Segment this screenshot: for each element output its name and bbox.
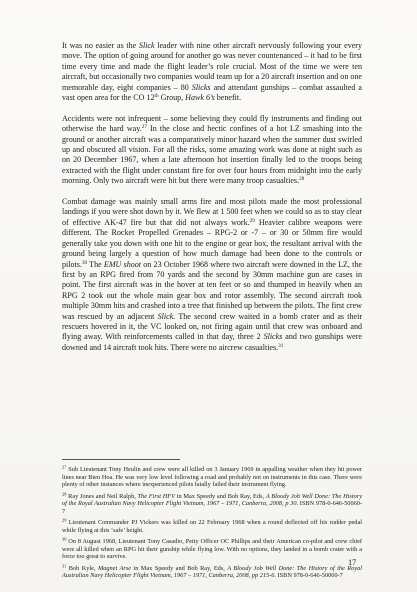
footnotes (62, 466, 362, 584)
text-run: ISBN 978-0-646-50060-7 (62, 500, 362, 515)
footnote-ref: 30 (62, 536, 67, 542)
paragraph (62, 41, 362, 103)
page-number: 17 (348, 558, 357, 567)
italic-text: Hawk 6’s (185, 93, 215, 103)
text-run: On 8 August 1968, Lieutenant Tony Casadio, Petty Officer OC Phillips and their American co-pilot and crew chief were all killed when an RPG hit their gunship while flying low. With no options, they landed in a bomb crater with a force too great to survive. (62, 538, 362, 561)
footnote-ref: 27 (141, 124, 147, 131)
text-run: It was no easier as the (62, 41, 139, 50)
footnote-ref: 28 (299, 176, 305, 183)
text-run: The (87, 259, 104, 269)
italic-text: shoot (123, 259, 142, 269)
footnote (62, 466, 362, 489)
italic-text: EMU (103, 259, 122, 269)
footnote (62, 538, 362, 561)
text-run: benefit. (214, 93, 242, 103)
italic-text: Slicks (191, 82, 211, 92)
footnote (62, 493, 362, 516)
text-run: The second crew waited in a bomb crater and as their rescuers hovered in it, the VC looked on, not firing again until that crew was onboard and flying away. With reinforcements called in that day, three 2 (62, 311, 362, 342)
italic-text: A Bloody Job Well Done: The History of the Royal Australian Navy Helicopter Flight Vietnam, 1967 – 1971, Canberra, 2008, p 30. (62, 492, 362, 508)
footnote-ref: 27 (62, 464, 67, 470)
text-run: Ray Jones and Neil Ralph, (66, 492, 138, 500)
footnote (62, 519, 362, 534)
body-text (62, 41, 362, 353)
text-run: in Max Speedy and Bob Ray, Eds, (131, 564, 228, 572)
footnote-ref: 31 (278, 342, 284, 349)
italic-text: Slick. (157, 311, 176, 321)
footnote-ref: 29 (62, 517, 67, 523)
footnote-separator (62, 459, 180, 460)
paragraph (62, 197, 362, 353)
italic-text: The First HFV (137, 492, 175, 500)
text-run: and attendant gunships – combat assaulted a vast open area for the CO 12 (62, 82, 362, 103)
text-run: In the close and hectic confines of a hot LZ smashing into the ground or another aircraft was a comparatively minor hazard when the summer dust swirled up and obscured all vision. For all the risks, some amazing work was done at night such as on 20 December 1967, when a late afternoon hot insertion finally led to the troops being extracted with the flight under constant fire for over four hours from midnight into the early morning. Only two aircraft were hit but there were many troop casualties. (62, 124, 363, 186)
text-run: Bob Kyle, (66, 564, 98, 572)
text-run: on 23 October 1968 where two aircraft were downed in the LZ, the first by an RPG fired from 70 yards and the second by 30mm machine gun are cases in point. The first aircraft was in the hover at ten feet or so and thumped in heavily when an RPG 2 took out the whole main gear box and rotor assembly. The second aircraft took multiple 30mm hits and crashed into a tree that finished up between the pilots. The first crew was rescued by an adjacent (62, 259, 362, 321)
footnote-ref: 29 (249, 217, 255, 224)
text-run: ISBN 978-0-646-50060-7 (275, 572, 343, 580)
italic-text: Slicks (263, 332, 283, 342)
text-run: and two gunships were downed and 14 aircraft took hits. There were no aircrew casualties. (62, 332, 362, 352)
footnote-ref: th (154, 93, 159, 100)
footnote-ref: 28 (62, 491, 67, 497)
italic-text: Slick (138, 41, 155, 50)
footnote-ref: 30 (81, 259, 88, 266)
text-run: Accidents were not infrequent – some believing they could fly instruments and finding out otherwise the hard way. (62, 113, 362, 134)
paragraph (62, 114, 362, 187)
footnote-ref: 31 (62, 563, 67, 569)
italic-text: Magnet Arse (97, 564, 132, 572)
italic-text: A Bloody Job Well Done: The History of the Royal Australian Navy Helicopter Flight Vietnam, 1967 – 1971, Canberra, 2008, pp 215-6. (62, 564, 362, 580)
text-run: Sub Lieutenant Tony Heulin and crew were all killed on 3 January 1969 in appalling weather when they hit power lines near Bien Hoa. He was very low level following a road and probably not on instruments in this case. There were plenty of other instances where inexperienced pilots fatally failed their instrument flying. (62, 466, 362, 489)
text-run: Heavier calibre weapons were different. The Rocket Propelled Grenades – RPG-2 or -7 – or 30 or 50mm fire would generally take you down with one hit to the engine or gear box, the resultant arrival with the ground being largely a question of how much damage had been done to the controls or pilots. (62, 217, 362, 269)
text-run: leader with nine other aircraft nervously following your every move. The option of going around for another go was never countenanced – it had to be first time every time and made the flight leader’s role crucial. Most of the time we were ten aircraft, but occasionally two companies would team up for a 20 aircraft insertion and on one memorable day, eight companies – 80 (62, 41, 363, 92)
text-run: Combat damage was mainly small arms fire and most pilots made the most professional landings if you were shot down by it. We flew at 1 500 feet when we could so as to stay clear of effective AK-47 fire but that did not always work. (62, 197, 362, 227)
text-run: Group, (158, 93, 186, 103)
footnote (62, 565, 362, 580)
text-run: Lieutenant Commander PJ Vickers was killed on 22 February 1968 when a round deflected off his rudder pedal while flying at this ‘safe’ height. (62, 519, 362, 534)
text-run: in Max Speedy and Bob Ray, Eds, (174, 492, 266, 500)
